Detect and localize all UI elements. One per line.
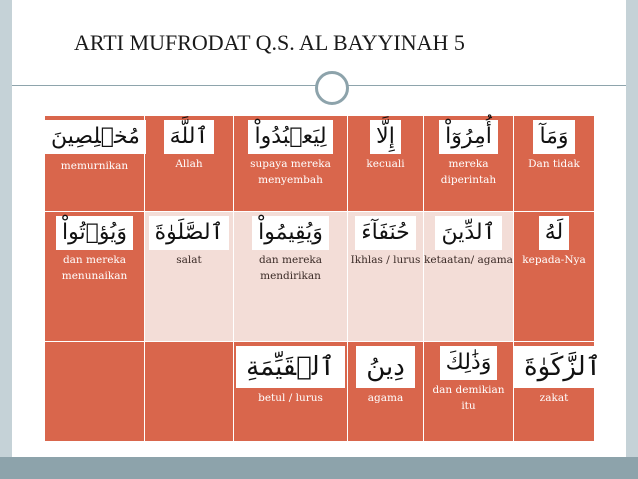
arabic-word: إِلَّا: [370, 120, 401, 154]
arabic-word: مُخۡلِصِينَ: [45, 120, 146, 154]
word-meaning: Ikhlas / lurus: [350, 254, 421, 266]
word-meaning: betul / lurus: [258, 392, 323, 404]
slide-title: ARTI MUFRODAT Q.S. AL BAYYINAH 5: [74, 30, 465, 55]
arabic-word: ٱللَّهَ: [164, 120, 215, 154]
arabic-word: لِيَعۡبُدُواْ: [248, 120, 332, 154]
vocab-cell: [234, 116, 348, 212]
word-meaning: Allah: [175, 158, 203, 170]
table-row: [45, 342, 595, 442]
vocab-cell: [514, 342, 601, 442]
word-meaning: mereka diperintah: [440, 158, 497, 186]
vocab-cell: [145, 212, 234, 342]
word-meaning: kecuali: [366, 158, 405, 170]
arabic-word: لَهُ: [539, 216, 570, 250]
vocab-cell: [424, 116, 514, 212]
vocab-cell: [514, 116, 595, 212]
vocab-cell-empty: [145, 342, 234, 442]
word-meaning: ketaatan/ agama: [424, 254, 513, 266]
word-meaning: dan mereka mendirikan: [258, 254, 323, 282]
word-meaning: zakat: [539, 392, 569, 404]
word-meaning: dan demikian itu: [432, 384, 505, 412]
vocab-cell: [348, 212, 424, 342]
vocab-cell: [514, 212, 595, 342]
vocab-cell: [234, 212, 348, 342]
arabic-word: ٱلۡقَيِّمَةِ: [236, 346, 345, 388]
vocabulary-table: [44, 115, 601, 442]
arabic-word: أُمِرُوٓاْ: [439, 120, 498, 154]
word-meaning: dan mereka menunaikan: [61, 254, 128, 282]
divider-circle-ornament: [315, 71, 349, 105]
table-row: [45, 212, 595, 342]
arabic-word: وَيُقِيمُواْ: [252, 216, 329, 250]
table-row: [45, 116, 595, 212]
word-meaning: salat: [176, 254, 202, 266]
vocab-cell-empty: [45, 342, 145, 442]
arabic-word: ٱلزَّكَوٰةَ: [514, 346, 611, 388]
word-meaning: supaya mereka menyembah: [250, 158, 331, 186]
vocab-cell: [145, 116, 234, 212]
word-meaning: kepada-Nya: [522, 254, 586, 266]
footer-bar: [0, 457, 638, 479]
arabic-word: دِينُ: [356, 346, 415, 388]
word-meaning: Dan tidak: [528, 158, 580, 170]
word-meaning: memurnikan: [60, 160, 129, 172]
vocab-cell: [348, 342, 424, 442]
arabic-word: وَذَٰلِكَ: [440, 346, 498, 380]
arabic-word: وَيُؤۡتُواْ: [56, 216, 133, 250]
word-meaning: agama: [367, 392, 404, 404]
vocab-cell: [348, 116, 424, 212]
vocab-cell: [424, 342, 514, 442]
arabic-word: ٱلدِّينَ: [435, 216, 501, 250]
vocab-cell: [45, 212, 145, 342]
vocab-cell: [234, 342, 348, 442]
arabic-word: ٱلصَّلَوٰةَ: [149, 216, 230, 250]
arabic-word: وَمَآ: [533, 120, 574, 154]
vocab-cell: [45, 116, 145, 212]
arabic-word: حُنَفَآءَ: [355, 216, 415, 250]
vocab-cell: [424, 212, 514, 342]
